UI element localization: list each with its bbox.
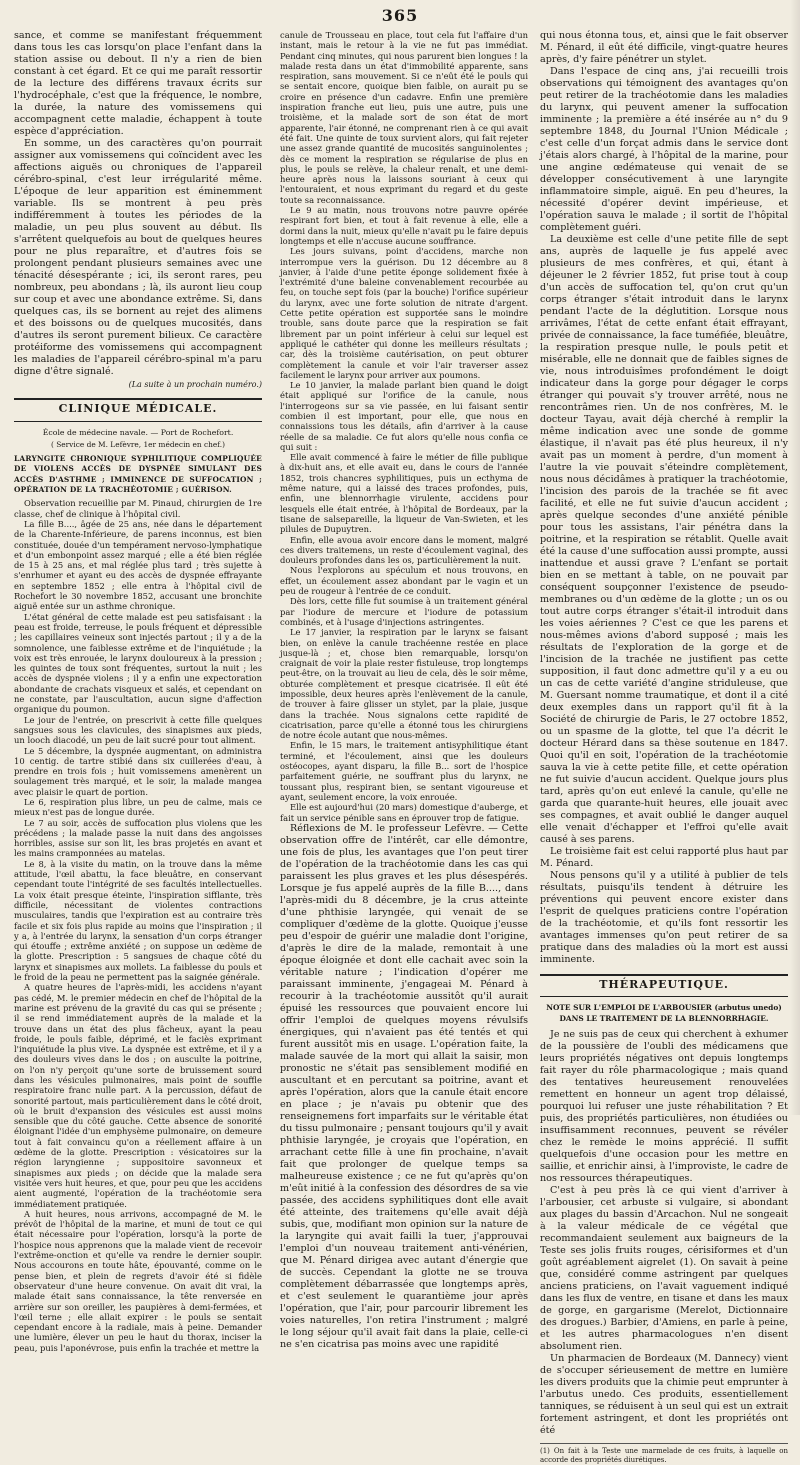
paragraph: A huit heures, nous arrivons, accompagné de M. le prévôt de l'hôpital de la marine, et muni de tout ce qui était nécessaire pour l'opération, lorsqu'à la porte de l'hospice nous apprenons que la malade vient de recevoir l'extrême-onction et qu'elle va rendre le dernier soupir. Nous accourons en toute hâte, épouvanté, comme on le pense bien, et plein de regrets d'avoir été si fidèle observateur d'une heure convenue. On avait dit vrai, la malade était sans connaissance, la tête renversée en arrière sur son oreiller, les paupières à demi-fermées, et l'œil terne ; elle allait expirer : le pouls se sentait cependant encore à la radiale, mais à peine. Demander une lumière, élever un peu le haut du thorax, inciser la peau, puis l'aponévrose, puis enfin la trachée et mettre la (14, 1208, 262, 1353)
page-edge-shadow (790, 0, 800, 1115)
paragraph: Le 17 janvier, la respiration par le larynx se faisant bien, on enlève la canule trachéenne restée en place jusque-là ; et, chose bien remarquable, lorsqu'on craignait de voir la plaie rester fistuleuse, trop longtemps peut-être, on la trouvait au lieu de cela, dès le soir même, obturée complètement et presque cicatrisée. Il eût été impossible, deux heures après l'enlèvement de la canule, de trouver à faire glisser un stylet, par la plaie, jusque dans la trachée. Nous signalons cette rapidité de cicatrisation, parce qu'elle a étonné tous les chirurgiens de notre école autant que nous-mêmes. (280, 627, 528, 741)
paragraph: Les jours suivans, point d'accidens, marche non interrompue vers la guérison. Du 12 décembre au 8 janvier, à l'aide d'une petite éponge solidement fixée à l'extrémité d'une baleine convenablement recourbée au feu, on touche sept fois (par la bouche) l'orifice supérieur du larynx, avec une forte solution de nitrate d'argent. Cette petite opération est supportée sans le moindre trouble, sans doute parce que la respiration se fait librement par un point inférieur à celui sur lequel est appliqué le cathéter qui donne les meilleurs résultats ; car, dès la troisième cautérisation, on peut obturer complètement la canule et voir l'air traverser assez facilement le larynx pour arriver aux poumons. (280, 246, 528, 380)
column-right (540, 30, 788, 1464)
continuation-note: (La suite à un prochain numéro.) (128, 380, 262, 389)
paragraph: Un pharmacien de Bordeaux (M. Dannecy) vient de s'occuper sérieusement de mettre en lumière les divers produits que la chimie peut emprunter à l'arbutus unedo. Ces produits, essentiellement tanniques, se réduisent à un seul qui est un extrait fortement astringent, et dont les propriétés ont été (540, 1352, 788, 1436)
section-title: CLINIQUE MÉDICALE. (58, 402, 218, 416)
case-title: LARYNGITE CHRONIQUE SYPHILITIQUE COMPLIQUÉE DE VIOLENS ACCÈS DE DYSPNÉE SIMULANT DES ACCÈS D'ASTHME ; IMMINENCE DE SUFFOCATION ; OPÉRATION DE LA TRACHÉOTOMIE ; GUÉRISON. (14, 454, 262, 495)
paragraph: Je ne suis pas de ceux qui cherchent à exhumer de la poussière de l'oubli des médicamens que leurs propriétés négatives ont depuis longtemps fait rayer du rôle pharmacologique ; mais quand des tentatives heureusement renouvelées remettent en honneur un agent trop délaissé, pourquoi lui refuser une juste réhabilitation ? Et puis, des propriétés particulières, non étudiées ou insuffisamment reconnues, peuvent se révéler chez le remède le moins apprécié. Il suffit quelquefois d'une occasion pour les mettre en saillie, et enrichir ainsi, à l'improviste, le cadre de nos ressources thérapeutiques. (540, 1028, 788, 1184)
paragraph: La fille B...., âgée de 25 ans, née dans le département de la Charente-Inférieure, de parens inconnus, est bien constituée, douée d'un tempérament nervoso-lymphatique et d'un embonpoint assez marqué ; elle a été bien réglée de 15 à 25 ans, et mal réglée plus tard ; très sujette à s'enrhumer et ayant eu des accès de dyspnée effrayante en septembre 1852 ; elle entra à l'hôpital civil de Rochefort le 30 novembre 1852, accusant une bronchite aiguë entée sur un asthme chronique. (14, 518, 262, 612)
paragraph: Réflexions de M. le professeur Lefèvre. — Cette observation offre de l'intérêt, car elle démontre, une fois de plus, les avantages que l'on peut tirer de l'opération de la trachéotomie dans les cas qui paraissent les plus graves et les plus désespérés. Lorsque je fus appelé auprès de la fille B...., dans l'après-midi du 8 décembre, je la crus atteinte d'une phthisie laryngée, qui venait de se compliquer d'œdème de la glotte. Quoique j'eusse peu d'espoir de guérir une maladie dont l'origine, d'après le dire de la malade, remontait à une époque éloignée et dont elle cachait avec soin la véritable nature ; l'indication d'opérer me paraissant imminente, j'engageai M. Pénard à recourir à la trachéotomie aussitôt qu'il aurait épuisé les ressources que pouvaient encore lui offrir l'emploi de quelques moyens révulsifs énergiques, qui n'avaient pas été tentés et qui furent aussitôt mis en usage. L'opération faite, la malade sauvée de la mort qui allait la saisir, mon pronostic ne s'était pas sensiblement modifié en auscultant et en percutant sa poitrine, avant et après l'opération, alors que la canule était encore en place ; je n'avais pu obtenir que des renseignemens fort imparfaits sur le véritable état du tissu pulmonaire ; pensant toujours qu'il y avait phthisie laryngée, je croyais que l'opération, en arrachant cette fille à une fin prochaine, n'avait fait que prolonger de quelque temps sa malheureuse existence ; ce ne fut qu'après qu'on m'eût initié à la confession des désordres de sa vie passée, des accidens syphilitiques dont elle avait été atteinte, des traitemens qu'elle avait déjà subis, que, modifiant mon opinion sur la nature de la laryngite qui avait failli la tuer, j'approuvai l'emploi d'un nouveau traitement anti-vénérien, que M. Pénard dirigea avec autant d'énergie que de succès. Cependant la glotte ne se trouva complètement débarrassée que longtemps après, et c'est seulement le quarantième jour après l'opération, que l'air, pour parcourir librement les voies naturelles, l'on retira l'instrument ; malgré le long séjour qu'il avait fait dans la plaie, celle-ci ne s'en cicatrisa pas moins avec une rapidité (280, 822, 528, 1350)
footnote: (1) On fait à la Teste une marmelade de ces fruits, à laquelle on accorde des propriétés diurétiques. (540, 1443, 788, 1465)
paragraph: Le 7 au soir, accès de suffocation plus violens que les précédens ; la malade passe la nuit dans des angoisses horribles, assise sur son lit, les bras projetés en avant et les mains cramponnées au matelas. (14, 817, 262, 859)
divider (540, 974, 788, 976)
divider (14, 421, 262, 422)
paragraph: Nous pensons qu'il y a utilité à publier de tels résultats, puisqu'ils tendent à détruire les préventions qui peuvent encore exister dans l'esprit de quelques praticiens contre l'opération de la trachéotomie, et qu'ils font ressortir les avantages immenses qu'on peut retirer de sa pratique dans des maladies où la mort est aussi imminente. (540, 870, 788, 965)
school-line: École de médecine navale. — Port de Rochefort. (42, 427, 234, 437)
paragraph: Dès lors, cette fille fut soumise à un traitement général par l'iodure de mercure et l'iodure de potassium combinés, et à l'usage d'injections astringentes. (280, 596, 528, 627)
paragraph: L'état général de cette malade est peu satisfaisant : la peau est froide, terreuse, le pouls fréquent et dépressible ; les capillaires veineux sont injectés partout ; il y a de la somnolence, une faiblesse extrême et de l'inquiétude ; la voix est très enrouée, le larynx douloureux à la pression ; les quintes de toux sont fréquentes, surtout la nuit ; les accès de dyspnée violens ; il y a enfin une expectoration abondante de crachats visqueux et salés, et cependant on ne constate, par l'auscultation, aucun signe d'affection organique du poumon. (14, 611, 262, 715)
paragraph: A quatre heures de l'après-midi, les accidens n'ayant pas cédé, M. le premier médecin en chef de l'hôpital de la marine est prévenu de la gravité du cas qui se présente ; il se rend immédiatement auprès de la malade et la trouve dans un état des plus fâcheux, ayant la peau froide, le pouls faible, déprimé, et le faciès exprimant l'inquiétude la plus vive. La dyspnée est extrême, et il y a des douleurs vives dans le dos ; on ausculte la poitrine, on l'on n'y perçoit qu'une sorte de bruissement sourd dans les vésicules pulmonaires, mais point de souffle respiratoire franc nulle part. A la percussion, défaut de sonorité partout, mais particulièrement dans le côté droit, où le bruit d'expansion des vésicules est aussi moins sensible que du côté gauche. Cette absence de sonorité éloignant l'idée d'un emphysème pulmonaire, on demeure tout à fait convaincu qu'on a réellement affaire à un œdème de la glotte. Prescription : vésicatoires sur la région laryngienne ; suppositoire savonneux et sinapismes aux pieds ; on décide que la malade sera visitée vers huit heures, et que, pour peu que les accidens aient augmenté, l'opération de la trachéotomie sera immédiatement pratiquée. (14, 982, 262, 1209)
divider (14, 398, 262, 400)
paragraph: Observation recueillie par M. Pinaud, chirurgien de 1re classe, chef de clinique à l'hôpital civil. (14, 498, 262, 519)
page-number: 365 (381, 6, 419, 25)
paragraph: Elle avait commencé à faire le métier de fille publique à dix-huit ans, et elle avait eu, dans le cours de l'année 1852, trois chancres syphilitiques, puis un ecthyma de même nature, qui a laissé des traces profondes, puis, enfin, une blennorrhagie virulente, accidens pour lesquels elle était entrée, à l'hôpital de Bordeaux, par la tisane de salsepareille, la liqueur de Van-Swieten, et les pilules de Dupuytren. (280, 452, 528, 535)
paragraph: Le 5 décembre, la dyspnée augmentant, on administra 10 centig. de tartre stibié dans six cuillerées d'eau, à prendre en trois fois ; huit vomissemens amenèrent un soulagement très marqué, et le soir, la malade mangea avec plaisir le quart de portion. (14, 745, 262, 797)
paragraph: Le 8, à la visite du matin, on la trouve dans la même attitude, l'œil abattu, la face bleuâtre, en conservant cependant toute l'intégrité de ses facultés intellectuelles. La voix était presque éteinte, l'inspiration sifflante, très difficile, nécessitant de violentes contractions musculaires, tandis que l'expiration est au contraire très facile et six fois plus rapide au moins que l'inspiration ; il y a, à l'entrée du larynx, la sensation d'un corps étranger qui étouffe ; extrême anxiété ; on suppose un œdème de la glotte. Prescription : 5 sangsues de chaque côté du larynx et sinapismes aux mollets. La faiblesse du pouls et le froid de la peau ne permettent pas la saignée générale. (14, 858, 262, 983)
column-middle (280, 30, 528, 1350)
paragraph: Le 9 au matin, nous trouvons notre pauvre opérée respirant fort bien, et tout à fait revenue à elle, elle a dormi dans la nuit, mieux qu'elle n'avait pu le faire depuis longtemps et elle n'accuse aucune souffrance. (280, 205, 528, 246)
service-line: ( Service de M. Lefèvre, 1er médecin en chef.) (50, 439, 225, 449)
paragraph: Enfin, elle avoua avoir encore dans le moment, malgré ces divers traitemens, un reste d'écoulement vaginal, des douleurs profondes dans les os, particulièrement la nuit. (280, 534, 528, 566)
paragraph: C'est à peu près là ce qui vient d'arriver à l'arbousier, cet arbuste si vulgaire, si abondant aux plages du bassin d'Arcachon. Nul ne songeait à la valeur médicale de ce végétal que recommandaient seulement aux baigneurs de la Teste ses jolis fruits rouges, cérisiformes et d'un goût agréablement aigrelet (1). On savait à peine que, considéré comme astringent par quelques anciens praticiens, on l'avait vaguement indiqué dans les flux de ventre, en tisane et dans les maux de gorge, en gargarisme (Merelot, Dictionnaire des drogues.) Barbier, d'Amiens, en parle à peine, et les autres pharmacologues n'en disent absolument rien. (540, 1184, 788, 1352)
note-title: NOTE SUR L'EMPLOI DE L'ARBOUSIER (arbutus unedo) DANS LE TRAITEMENT DE LA BLENNORRHAGIE. (546, 1003, 782, 1023)
paragraph: Dans l'espace de cinq ans, j'ai recueilli trois observations qui témoignent des avantages qu'on peut retirer de la trachéotomie dans les maladies du larynx, qui peuvent amener la suffocation imminente ; la première a été insérée au n° du 9 septembre 1848, du Journal l'Union Médicale ; c'est celle d'un forçat admis dans le service dont j'étais alors chargé, à l'hôpital de la marine, pour une angine œdémateuse qui venait de se développer consécutivement à une laryngite inflammatoire simple, aiguë. En peu d'heures, la nécessité d'opérer devint impérieuse, et l'opération sauva le malade ; il sortit de l'hôpital complètement guéri. (540, 66, 788, 233)
section-title: THÉRAPEUTIQUE. (599, 978, 729, 991)
column-left (14, 30, 262, 1353)
paragraph: En somme, un des caractères qu'on pourrait assigner aux vomissemens qui coïncident avec les affections aiguës ou chroniques de l'appareil cérébro-spinal, c'est leur irrégularité même. L'époque de leur apparition est éminemment variable. Ils se montrent à peu près indifféremment à toutes les périodes de la maladie, un peu plus souvent au début. Ils s'arrêtent quelquefois au bout de quelques heures pour ne plus reparaître, et d'autres fois se prolongent pendant plusieurs semaines avec une ténacité désespérante ; ici, ils seront rares, peu nombreux, peu abondans ; là, ils auront lieu coup sur coup et avec une abondance extrême. Si, dans quelques cas, ils se bornent au rejet des alimens et des boissons ou de quelques mucosités, dans d'autres ils seront purement bilieux. Ce caractère protéiforme des vomissemens qui accompagnent les maladies de l'appareil cérébro-spinal m'a paru digne d'être signalé. (14, 138, 262, 377)
paragraph: sance, et comme se manifestant fréquemment dans tous les cas lorsqu'on place l'enfant dans la station assise ou debout. Il n'y a rien de bien constant à cet égard. Et ce qui me paraît ressortir de la lecture des différens travaux écrits sur l'hydrocéphale, c'est que la fréquence, le nombre, la durée, la nature des vomissemens qui accompagnent cette maladie, échappent à toute espèce d'appréciation. (14, 30, 262, 137)
paragraph: Le 10 janvier, la malade parlant bien quand le doigt était appliqué sur l'orifice de la canule, nous l'interrogeons sur sa vie passée, en lui faisant sentir combien il est important, pour elle, que nous en connaissions tous les détails, afin d'arriver à la cause réelle de sa maladie. Ce fut alors qu'elle nous confia ce qui suit : (280, 380, 528, 452)
paragraph: Enfin, le 15 mars, le traitement antisyphilitique étant terminé, et l'écoulement, ainsi que les douleurs ostéocopes, ayant disparu, la fille B... sort de l'hospice parfaitement guérie, ne souffrant plus du larynx, ne toussant plus, respirant bien, se sentant vigoureuse et ayant, seulement encore, la voix enrouée. (280, 740, 528, 802)
paragraph: Elle est aujourd'hui (20 mars) domestique d'auberge, et fait un service pénible sans en éprouver trop de fatigue. (280, 802, 528, 823)
paragraph: qui nous étonna tous, et, ainsi que le fait observer M. Pénard, il eût été difficile, vingt-quatre heures après, d'y faire pénétrer un stylet. (540, 30, 788, 65)
paragraph: Le troisième fait est celui rapporté plus haut par M. Pénard. (540, 846, 788, 869)
paragraph: Le jour de l'entrée, on prescrivit à cette fille quelques sangsues sous les clavicules, des sinapismes aux pieds, un looch diacodé, un peu de lait sucré pour tout aliment. (14, 714, 262, 746)
divider (540, 996, 788, 997)
paragraph: Le 6, respiration plus libre, un peu de calme, mais ce mieux n'est pas de longue durée. (14, 796, 262, 818)
paragraph: La deuxième est celle d'une petite fille de sept ans, auprès de laquelle je fus appelé avec plusieurs de mes confrères, et qui, étant à déjeuner le 2 février 1852, fut prise tout à coup d'un accès de suffocation tel, qu'on crut qu'un corps étranger s'était introduit dans le larynx pendant l'acte de la déglutition. Lorsque nous arrivâmes, l'état de cette enfant était effrayant, privée de connaissance, la face tuméfiée, bleuâtre, la respiration presque nulle, le pouls petit et misérable, elle ne donnait que de faibles signes de vie, nous introduisîmes profondément le doigt indicateur dans la gorge pour dégager le corps étranger qui pouvait s'y trouver arrêté, nous ne rencontrâmes rien. Un de nos confrères, M. le docteur Tayau, avait déjà cherché à remplir la même indication avec une sonde de gomme élastique, il n'avait pas été plus heureux, il n'y avait pas un moment à perdre, d'un moment à l'autre la vie pouvait s'éteindre complètement, nous nous décidâmes à pratiquer la trachéotomie, l'incision des parois de la trachée se fit avec facilité, et elle ne fut suivie d'aucun accident ; après quelque secondes d'une anxiété pénible pour tous les assistans, l'air pénétra dans la poitrine, et la respiration se rétablit. Quelle avait été la cause d'une suffocation aussi prompte, aussi inattendue et aussi grave ? L'enfant se portait bien en se mettant à table, on ne pouvait par conséquent soupçonner l'existence de pseudo-membranes ou d'un œdème de la glotte ; un os ou tout autre corps étranger s'était-il introduit dans les voies aériennes ? C'est ce que les parens et nous-mêmes avions d'abord supposé ; mais les résultats de l'exploration de la gorge et de l'incision de la trachée ne justifient pas cette supposition, il faut donc admettre qu'il y a eu ou un cas de cette variété d'angine striduleuse, que M. Guersant nomme traumatique, et dont il a cité deux exemples dans un rapport qu'il fit à la Société de chirurgie de Paris, le 27 octobre 1852, ou un spasme de la glotte, tel que l'a décrit le docteur Hérard dans sa thèse soutenue en 1847. Quoi qu'il en soit, l'opération de la trachéotomie sauva la vie à cette petite fille, et cette opération ne fut suivie d'aucun accident. Quelque jours plus tard, après qu'on eut enlevé la canule, qu'elle ne garda que quarante-huit heures, elle jouait avec ses compagnes, et avait oublié le danger auquel elle venait d'échapper et l'effroi qu'elle avait causé à ses parens. (540, 234, 788, 845)
paragraph: canule de Trousseau en place, tout cela fut l'affaire d'un instant, mais le retour à la vie ne fut pas immédiat. Pendant cinq minutes, qui nous parurent bien longues ! la malade resta dans un état d'immobilité apparente, sans respiration, sans mouvement. Si ce n'eût été le pouls qui se sentait encore, quoique bien faible, on aurait pu se croire en présence d'un cadavre. Enfin une première inspiration franche eut lieu, puis une autre, puis une troisième, et la malade sort de son état de mort apparente, l'air étonné, ne comprenant rien à ce qui avait été fait. Une quinte de toux survient alors, qui fait rejeter une assez grande quantité de mucosités sanguinolentes ; dès ce moment la respiration se régularise de plus en plus, le pouls se relève, la chaleur renaît, et une demi-heure après nous la laissons souriant à ceux qui l'entouraient, et nous exprimant du regard et du geste toute sa reconnaissance. (280, 30, 528, 205)
paragraph: Nous l'explorons au spéculum et nous trouvons, en effet, un écoulement assez abondant par le vagin et un peu de rougeur à l'entrée de ce conduit. (280, 565, 528, 597)
